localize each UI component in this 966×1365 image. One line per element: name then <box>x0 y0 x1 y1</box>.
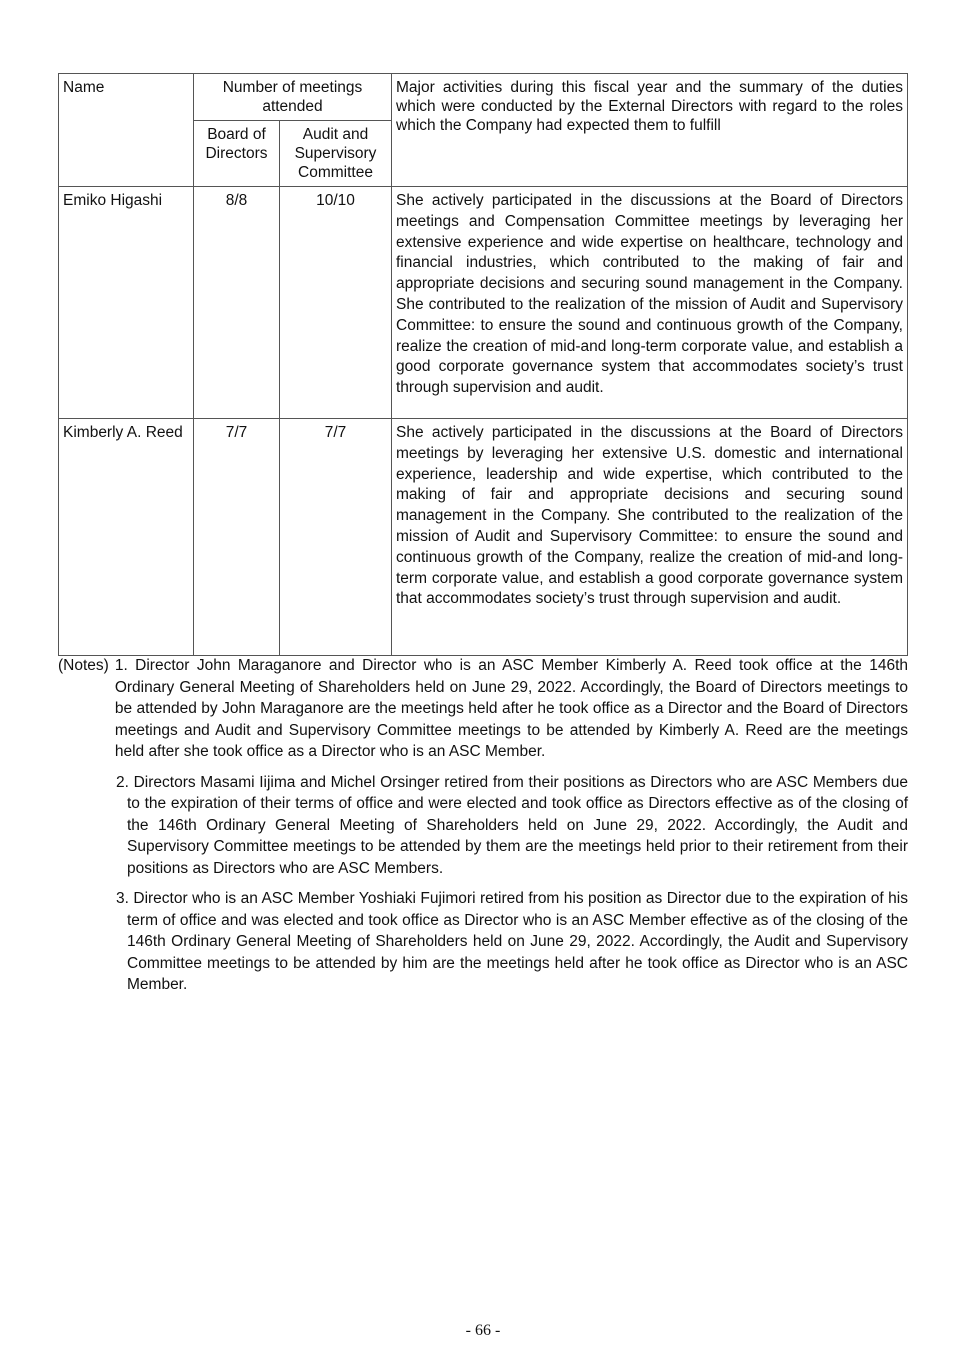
external-directors-table <box>58 73 908 656</box>
notes <box>58 655 908 1005</box>
director-name: Kimberly A. Reed <box>59 419 194 656</box>
asc-attendance: 7/7 <box>280 419 392 656</box>
header-meetings: Number of meetings attended <box>194 74 392 121</box>
note-1 <box>58 655 908 763</box>
asc-attendance: 10/10 <box>280 187 392 419</box>
header-name: Name <box>59 74 194 187</box>
activities: She actively participated in the discussions at the Board of Directors meetings and Compensation Committee meetings by leveraging her extensive experience and wide expertise on healthcare, technology and financial industries, which contributed to the making of fair and appropriate decisions and securing sound management in the Company. She contributed to the realization of the mission of Audit and Supervisory Committee: to ensure the sound and continuous growth of the Company, realize the creation of mid-and long-term corporate value, and establish a good corporate governance system that accommodates society’s trust through supervision and audit. <box>392 187 908 419</box>
header-asc: Audit and Supervisory Committee <box>280 121 392 187</box>
board-attendance: 7/7 <box>194 419 280 656</box>
note-3: 3. Director who is an ASC Member Yoshiaki Fujimori retired from his position as Director due to the expiration of his term of office and was elected and took office as Director who is an ASC Member effective as of the closing of the 146th Ordinary General Meeting of Shareholders held on June 29, 2022. Accordingly, the Audit and Supervisory Committee meetings to be attended by him are the meetings held after he took office as Director who is an ASC Member. <box>116 890 908 993</box>
activities: She actively participated in the discussions at the Board of Directors meetings by leveraging her extensive U.S. domestic and international experience, leadership and wide expertise, which contributed to the making of fair and appropriate decisions and securing sound management in the Company. She contributed to the realization of the mission of Audit and Supervisory Committee: to ensure the sound and continuous growth of the Company, realize the creation of mid-and long-term corporate value, and establish a good corporate governance system that accommodates society’s trust through supervision and audit. <box>392 419 908 656</box>
page-number: - 66 - <box>465 1322 501 1339</box>
board-attendance: 8/8 <box>194 187 280 419</box>
note-text: 1. Director John Maraganore and Director who is an ASC Member Kimberly A. Reed took office at the 146th Ordinary General Meeting of Shareholders held on June 29, 2022. Accordingly, the Board of Directors meetings to be attended by John Maraganore are the meetings held after he took office as a Director and the Board of Directors meetings and Audit and Supervisory Committee meetings to be attended by Kimberly A. Reed are the meetings held after she took office as a Director who is an ASC Member. <box>114 657 908 760</box>
header-board: Board of Directors <box>194 121 280 187</box>
header-activities: Major activities during this fiscal year and the summary of the duties which were conducted by the External Directors with regard to the roles which the Company had expected them to fulfill <box>392 74 908 187</box>
table-row <box>59 187 908 419</box>
director-name: Emiko Higashi <box>59 187 194 419</box>
notes-label: (Notes) <box>58 657 109 674</box>
table-row <box>59 419 908 656</box>
note-2: 2. Directors Masami Iijima and Michel Orsinger retired from their positions as Directors who are ASC Members due to the expiration of their terms of office and were elected and took office as Directors effective as of the closing of the 146th Ordinary General Meeting of Shareholders held on June 29, 2022. Accordingly, the Audit and Supervisory Committee meetings to be attended by them are the meetings held prior to their retirement from their positions as Directors who are ASC Members. <box>116 773 908 877</box>
